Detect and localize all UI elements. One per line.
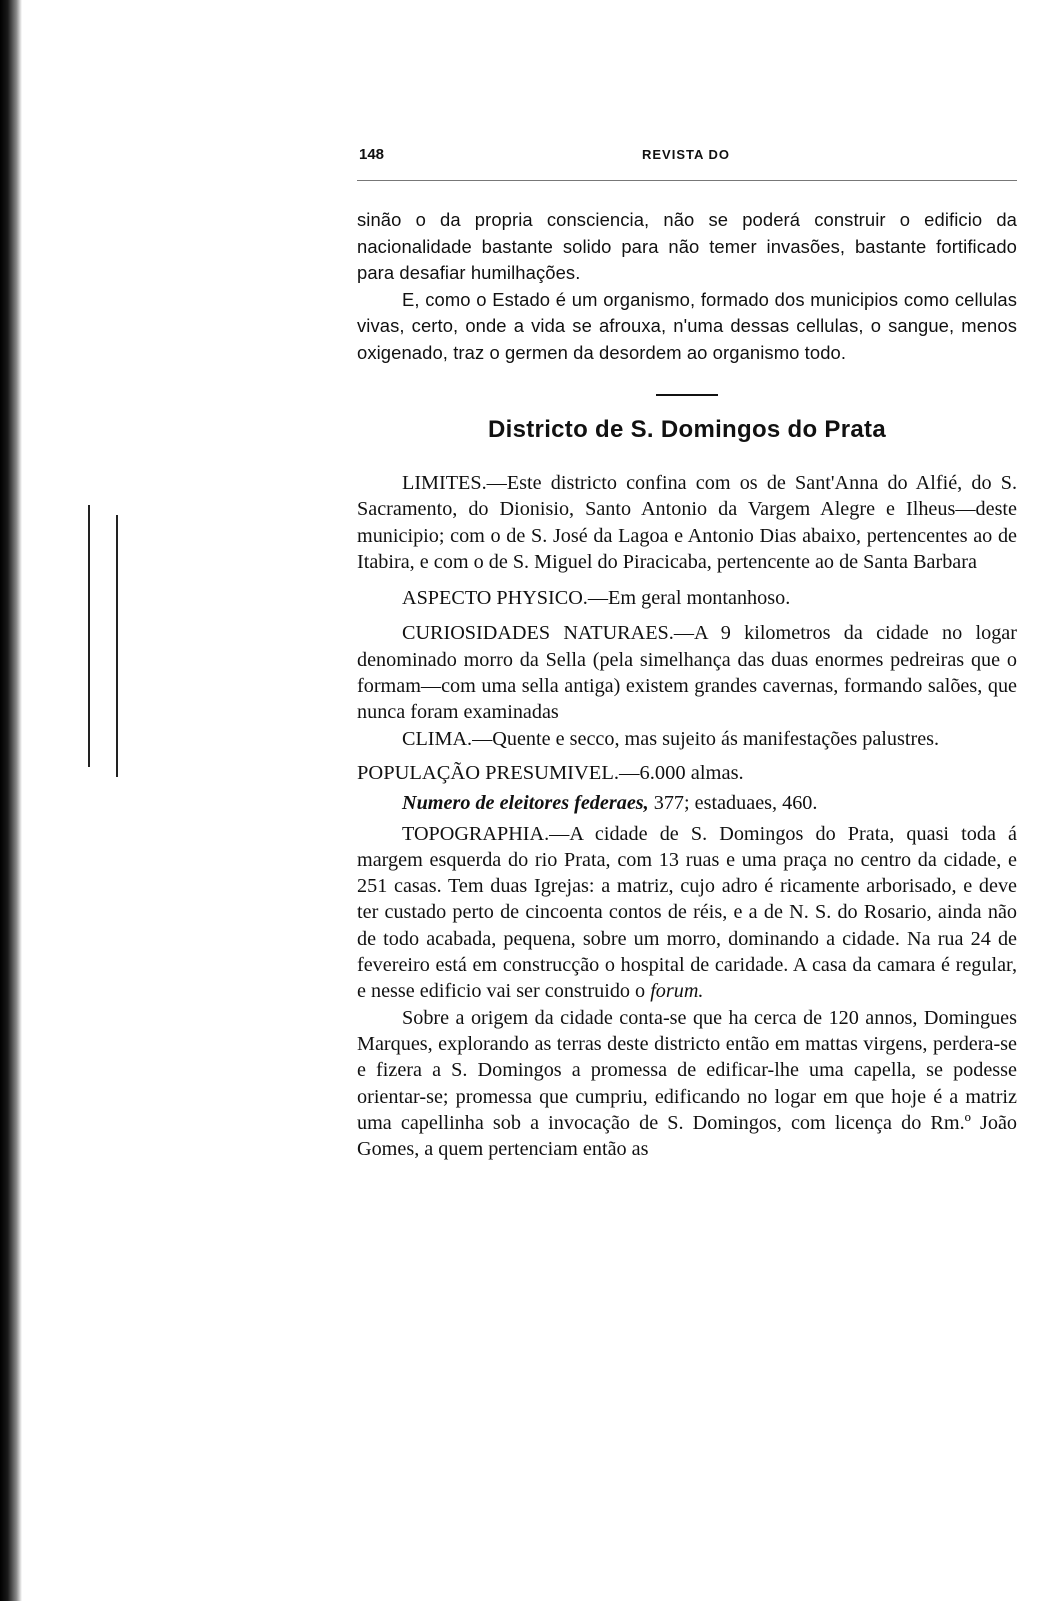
paragraph-populacao: POPULAÇÃO PRESUMIVEL.—6.000 almas. [357, 761, 744, 784]
paragraph-clima: CLIMA.—Quente e secco, mas sujeito ás manifestações palustres. [402, 727, 940, 750]
scan-mark [88, 505, 90, 767]
page-header [357, 140, 1017, 168]
paragraph-topographia [357, 821, 1017, 1005]
eleitores-values: 377; estaduaes, 460. [648, 792, 818, 815]
page-number: 148 [359, 146, 385, 163]
scan-mark [116, 515, 118, 777]
topographia-forum: forum. [650, 980, 704, 1003]
topographia-text: TOPOGRAPHIA.—A cidade de S. Domingos do Prata, quasi toda á margem esquerda do rio Prata, com 13 ruas e uma praça no centro da cidade, e 251 casas. Tem duas Igrejas: a matriz, cujo adro é ricamente arborisado, e deve ter custado perto de cincoenta contos de réis, e a de N. S. do Rosario, ainda não de todo acabada, pequena, sobre um morro, dominando a cidade. Na rua 24 de fevereiro está em construcção o hospital de caridade. A casa da camara é regular, e nesse edificio vai ser construido o [357, 822, 1017, 1003]
paragraph-aspecto: ASPECTO PHYSICO.—Em geral montanhoso. [402, 587, 791, 610]
header-rule [357, 180, 1017, 181]
paragraph-continuation: sinão o da propria consciencia, não se poderá construir o edificio da nacionalidade bastante solido para não temer invasões, bastante fortificado para desafiar humilhações. [357, 209, 1017, 283]
section-title: Districto de S. Domingos do Prata [488, 416, 886, 443]
paragraph-eleitores [357, 790, 1017, 816]
paragraph-limites: LIMITES.—Este districto confina com os de Sant'Anna do Alfié, do S. Sacramento, do Dionisio, Santo Antonio da Vargem Alegre e Ilheus—deste municipio; com o de S. José da Lagoa e Antonio Dias abaixo, pertencentes ao de Itabira, e com o de S. Miguel do Piracicaba, pertencente ao de Santa Barbara [357, 472, 1017, 573]
eleitores-label: Numero de eleitores federaes, [402, 792, 649, 815]
book-page [357, 140, 1017, 1162]
running-head: REVISTA DO [642, 147, 731, 162]
section-divider [656, 394, 718, 396]
paragraph-organismo: E, como o Estado é um organismo, formado dos municipios como cellulas vivas, certo, onde a vida se afrouxa, n'uma dessas cellulas, o sangue, menos oxigenado, traz o germen da desordem ao organismo todo. [357, 288, 1017, 363]
paragraph-curiosidades: CURIOSIDADES NATURAES.—A 9 kilometros da cidade no logar denominado morro da Sella (pela simelhança das duas enormes pedreiras que o formam—com uma sella antiga) existem grandes cavernas, formando salões, que nunca foram examinadas [357, 622, 1017, 724]
scan-binding-edge [0, 0, 22, 1601]
paragraph-origem: Sobre a origem da cidade conta-se que ha cerca de 120 annos, Domingues Marques, explorando as terras deste districto então em mattas virgens, perdera-se e fizera a S. Domingos a promessa de edificar-lhe uma capella, se podesse orientar-se; promessa que cumpriu, edificando no logar em que hoje é a matriz uma capellinha sob a invocação de S. Domingos, com licença do Rm.º João Gomes, a quem pertenciam então as [357, 1006, 1017, 1161]
